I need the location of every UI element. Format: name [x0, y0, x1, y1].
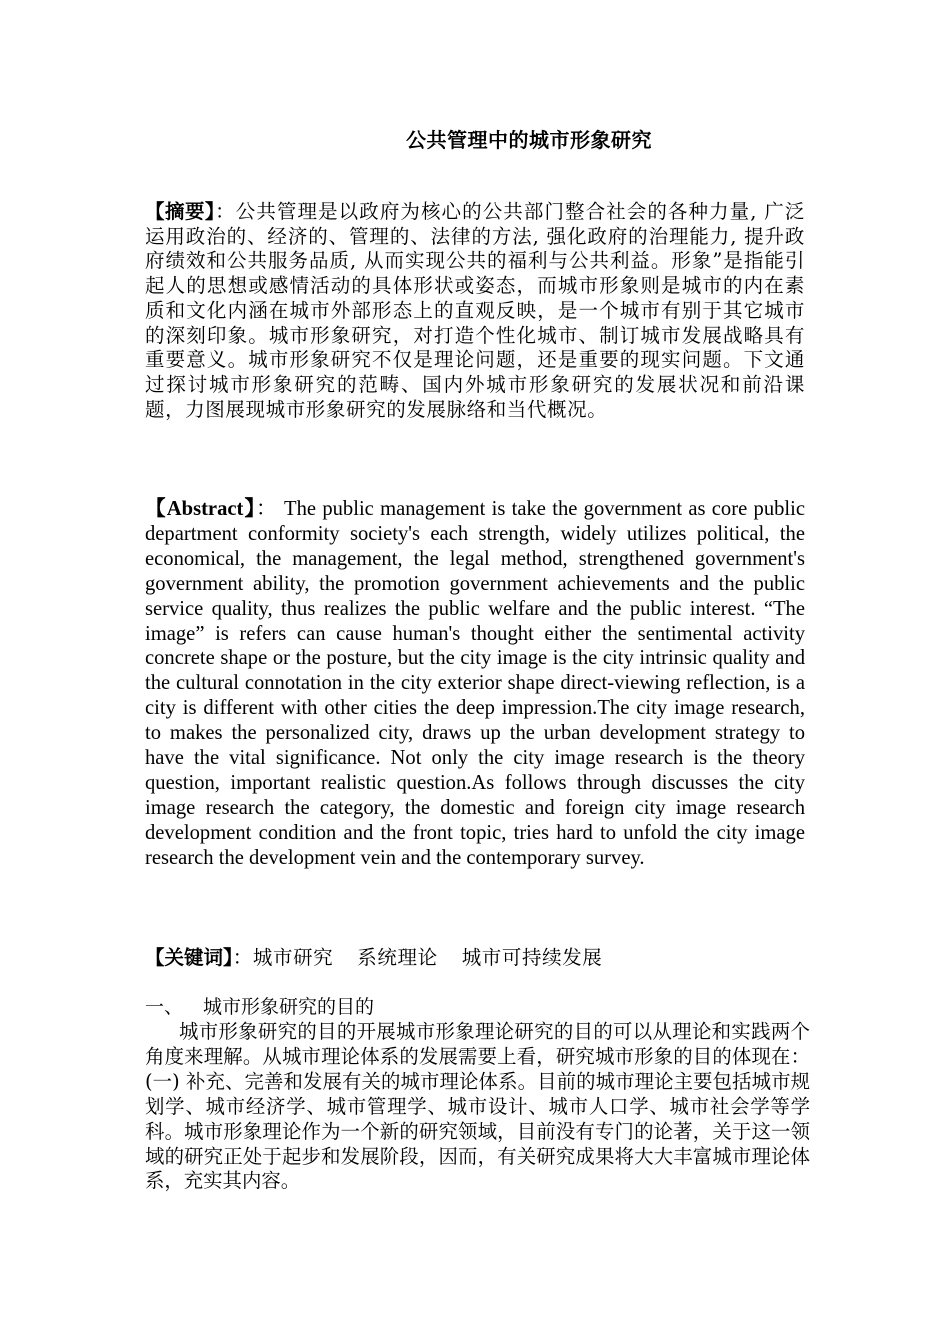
keywords-separator: ： — [232, 946, 253, 969]
english-abstract — [145, 497, 805, 871]
chinese-abstract-separator: ： — [215, 200, 236, 223]
chinese-abstract-label: 【摘要】 — [145, 200, 216, 223]
keywords-line — [145, 945, 805, 971]
chinese-abstract-text: 公共管理是以政府为核心的公共部门整合社会的各种力量, 广泛运用政治的、经济的、管理的、法律的方法, 强化政府的治理能力, 提升政府绩效和公共服务品质, 从而实现公共的福利与公共利益。形象”是指能引起人的思想或感情活动的具体形状或姿态，而城市形象则是城市的内在素质和文化内涵在城市外部形态上的直观反映，是一个城市有别于其它城市的深刻印象。城市形象研究，对打造个性化城市、制订城市发展战略具有重要意义。城市形象研究不仅是理论问题，还是重要的现实问题。下文通过探讨城市形象研究的范畴、国内外城市形象研究的发展状况和前沿课题，力图展现城市形象研究的发展脉络和当代概况。 — [145, 200, 805, 421]
keyword-item: 城市可持续发展 — [461, 946, 603, 969]
section-paragraph: 城市形象研究的目的开展城市形象理论研究的目的可以从理论和实践两个角度来理解。从城市理论体系的发展需要上看，研究城市形象的目的体现在： (一) 补充、完善和发展有关的城市理论体系。目前的城市理论主要包括城市规划学、城市经济学、城市管理学、城市设计、城市人口学、城市社会学等学科。城市形象理论作为一个新的研究领域，目前没有专门的论著，关于这一领域的研究正处于起步和发展阶段，因而，有关研究成果将大大丰富城市理论体系，充实其内容。 — [145, 1020, 810, 1193]
keyword-item: 城市研究 — [252, 946, 334, 969]
keywords-label: 【关键词】 — [145, 946, 233, 969]
section-title: 城市形象研究的目的 — [203, 996, 375, 1018]
keyword-item: 系统理论 — [357, 946, 438, 969]
section-heading — [145, 995, 805, 1019]
english-abstract-label: 【Abstract】 — [145, 498, 256, 520]
section-number: 一、 — [145, 996, 184, 1018]
document-title: 公共管理中的城市形象研究 — [406, 128, 652, 152]
english-abstract-text: The public management is take the government as core public department conformity society's each strength, widely utilizes political, the economical, the management, the legal method, strengthened government's government ability, the promotion government achievements and the public service quality, thus realizes the public welfare and the public interest. “The image” is refers can cause human's thought either the sentimental activity concrete shape or the posture, but the city image is the city intrinsic quality and the cultural connotation in the city exterior shape direct-viewing reflection, is a city is different with other cities the deep impression.The city image research, to makes the personalized city, draws up the urban development strategy to have the vital significance. Not only the city image research is the theory question, important realistic question.As follows through discusses the city image research the category, the domestic and foreign city image research development condition and the front topic, tries hard to unfold the city image research the development vein and the contemporary survey. — [145, 498, 805, 869]
chinese-abstract — [145, 200, 805, 422]
english-abstract-separator: ： — [255, 498, 278, 520]
